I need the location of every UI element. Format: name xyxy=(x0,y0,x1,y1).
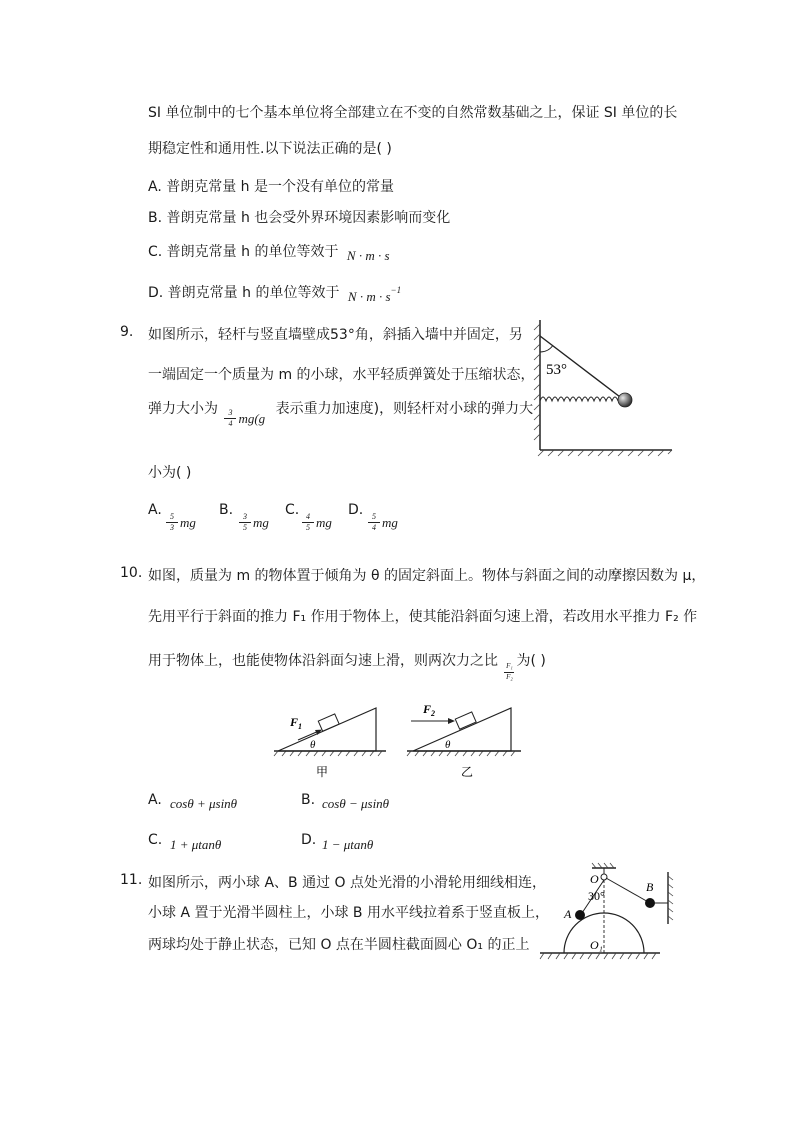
q11-label-o1: O₁ xyxy=(590,938,603,952)
q10-caption-jia: 甲 xyxy=(316,765,329,779)
q9-option-d: D. xyxy=(348,502,364,518)
q9-figure xyxy=(532,318,674,458)
q9-option-b-value: $\frac{3}{5}$ mg xyxy=(237,510,269,536)
q9-number: 9. xyxy=(120,324,134,340)
q8-option-d xyxy=(148,282,401,302)
q10-figure-jia xyxy=(270,700,390,782)
q10-number: 10. xyxy=(120,565,143,581)
q11-angle-label: 30° xyxy=(588,889,605,903)
q11-stem-line2: 小球 A 置于光滑半圆柱上，小球 B 用水平线拉着系于竖直板上， xyxy=(148,905,549,921)
q11-label-b: B xyxy=(646,880,654,894)
q8-option-c xyxy=(148,241,390,261)
q9-stem-line2: 一端固定一个质量为 m 的小球，水平轻质弹簧处于压缩状态， xyxy=(148,367,535,383)
q9-spring xyxy=(540,397,618,401)
q8-option-a: A. 普朗克常量 h 是一个没有单位的常量 xyxy=(148,179,395,195)
q9-option-b: B. xyxy=(219,502,234,518)
q9-option-c: C. xyxy=(285,502,300,518)
q11-label-a: A xyxy=(564,907,572,921)
q8-option-c-text: C. 普朗克常量 h 的单位等效于 xyxy=(148,244,339,260)
q11-number: 11. xyxy=(120,872,143,888)
q8-stem-line2: 期稳定性和通用性.以下说法正确的是( ) xyxy=(148,141,392,157)
q10-figure-yi xyxy=(403,700,525,782)
q8-option-b: B. 普朗克常量 h 也会受外界环境因素影响而变化 xyxy=(148,210,451,226)
q9-line3-a: 弹力大小为 xyxy=(148,401,218,417)
q11-label-o: O xyxy=(590,872,599,886)
q9-angle-label: 53° xyxy=(546,362,567,378)
q10-block-jia xyxy=(318,714,339,731)
q10-theta-jia: θ xyxy=(310,739,316,751)
q10-option-a-label: A. xyxy=(148,792,162,808)
q10-option-d: 1 − μtanθ xyxy=(322,837,374,852)
q8-option-c-math: N · m · s xyxy=(346,248,390,263)
q11-stem-line1: 如图所示，两小球 A、B 通过 O 点处光滑的小滑轮用细线相连， xyxy=(148,875,547,891)
q10-caption-yi: 乙 xyxy=(461,765,474,779)
q8-option-d-math: N · m · s xyxy=(347,289,391,304)
q11-figure xyxy=(536,860,680,964)
q10-line3-text: 用于物体上，也能使物体沿斜面匀速上滑，则两次力之比 xyxy=(148,653,498,669)
q10-option-b-label: B. xyxy=(301,792,316,808)
q10-ratio-fraction: $\frac{\text{F₁}}{\text{F₂}}$ xyxy=(506,662,513,681)
q10-theta-yi: θ xyxy=(445,739,451,751)
q9-ball xyxy=(618,393,632,407)
q10-block-yi xyxy=(455,712,476,729)
q9-option-a: A. xyxy=(148,502,162,518)
q9-stem-line4: 小为( ) xyxy=(148,465,192,481)
q9-option-d-value: $\frac{5}{4}$ mg xyxy=(366,510,398,536)
q8-option-d-exponent: −1 xyxy=(390,285,402,296)
q10-option-d-label: D. xyxy=(301,832,317,848)
q9-line3-c: 表示重力加速度)，则轻杆对小球的弹力大 xyxy=(275,401,534,417)
q8-option-d-text: D. 普朗克常量 h 的单位等效于 xyxy=(148,285,340,301)
q9-fraction: $\frac{3}{4}$ xyxy=(222,406,238,432)
q8-stem-line1: SI 单位制中的七个基本单位将全部建立在不变的自然常数基础之上，保证 SI 单位的长 xyxy=(148,105,678,121)
q10-stem-line3 xyxy=(148,648,546,681)
q10-option-b: cosθ − μsinθ xyxy=(322,796,390,811)
q9-option-a-value: $\frac{5}{3}$ mg xyxy=(164,510,196,536)
q11-stem-line3: 两球均处于静止状态，已知 O 点在半圆柱截面圆心 O₁ 的正上 xyxy=(148,937,530,953)
q10-stem-line1: 如图，质量为 m 的物体置于倾角为 θ 的固定斜面上。物体与斜面之间的动摩擦因数为 μ， xyxy=(148,568,706,584)
q9-stem-line1: 如图所示，轻杆与竖直墙壁成53°角，斜插入墙中并固定，另 xyxy=(148,327,523,343)
q10-option-c: 1 + μtanθ xyxy=(170,837,222,852)
q10-force-f2-label: $F_2$ xyxy=(423,702,436,718)
q11-pulley xyxy=(601,874,607,880)
q10-line3-tail: 为( ) xyxy=(516,653,546,669)
q9-mg: mg(g xyxy=(238,411,266,426)
q10-stem-line2: 先用平行于斜面的推力 F₁ 作用于物体上，使其能沿斜面匀速上滑，若改用水平推力 F₂ 作 xyxy=(148,609,698,625)
q11-ball-a xyxy=(575,910,585,920)
q9-stem-line3 xyxy=(148,396,534,428)
q10-option-c-label: C. xyxy=(148,832,163,848)
q11-ball-b xyxy=(645,898,655,908)
q10-option-a: cosθ + μsinθ xyxy=(170,796,238,811)
q10-force-f1-label: $F_1$ xyxy=(290,715,303,731)
q9-option-c-value: $\frac{4}{5}$ mg xyxy=(300,510,332,536)
